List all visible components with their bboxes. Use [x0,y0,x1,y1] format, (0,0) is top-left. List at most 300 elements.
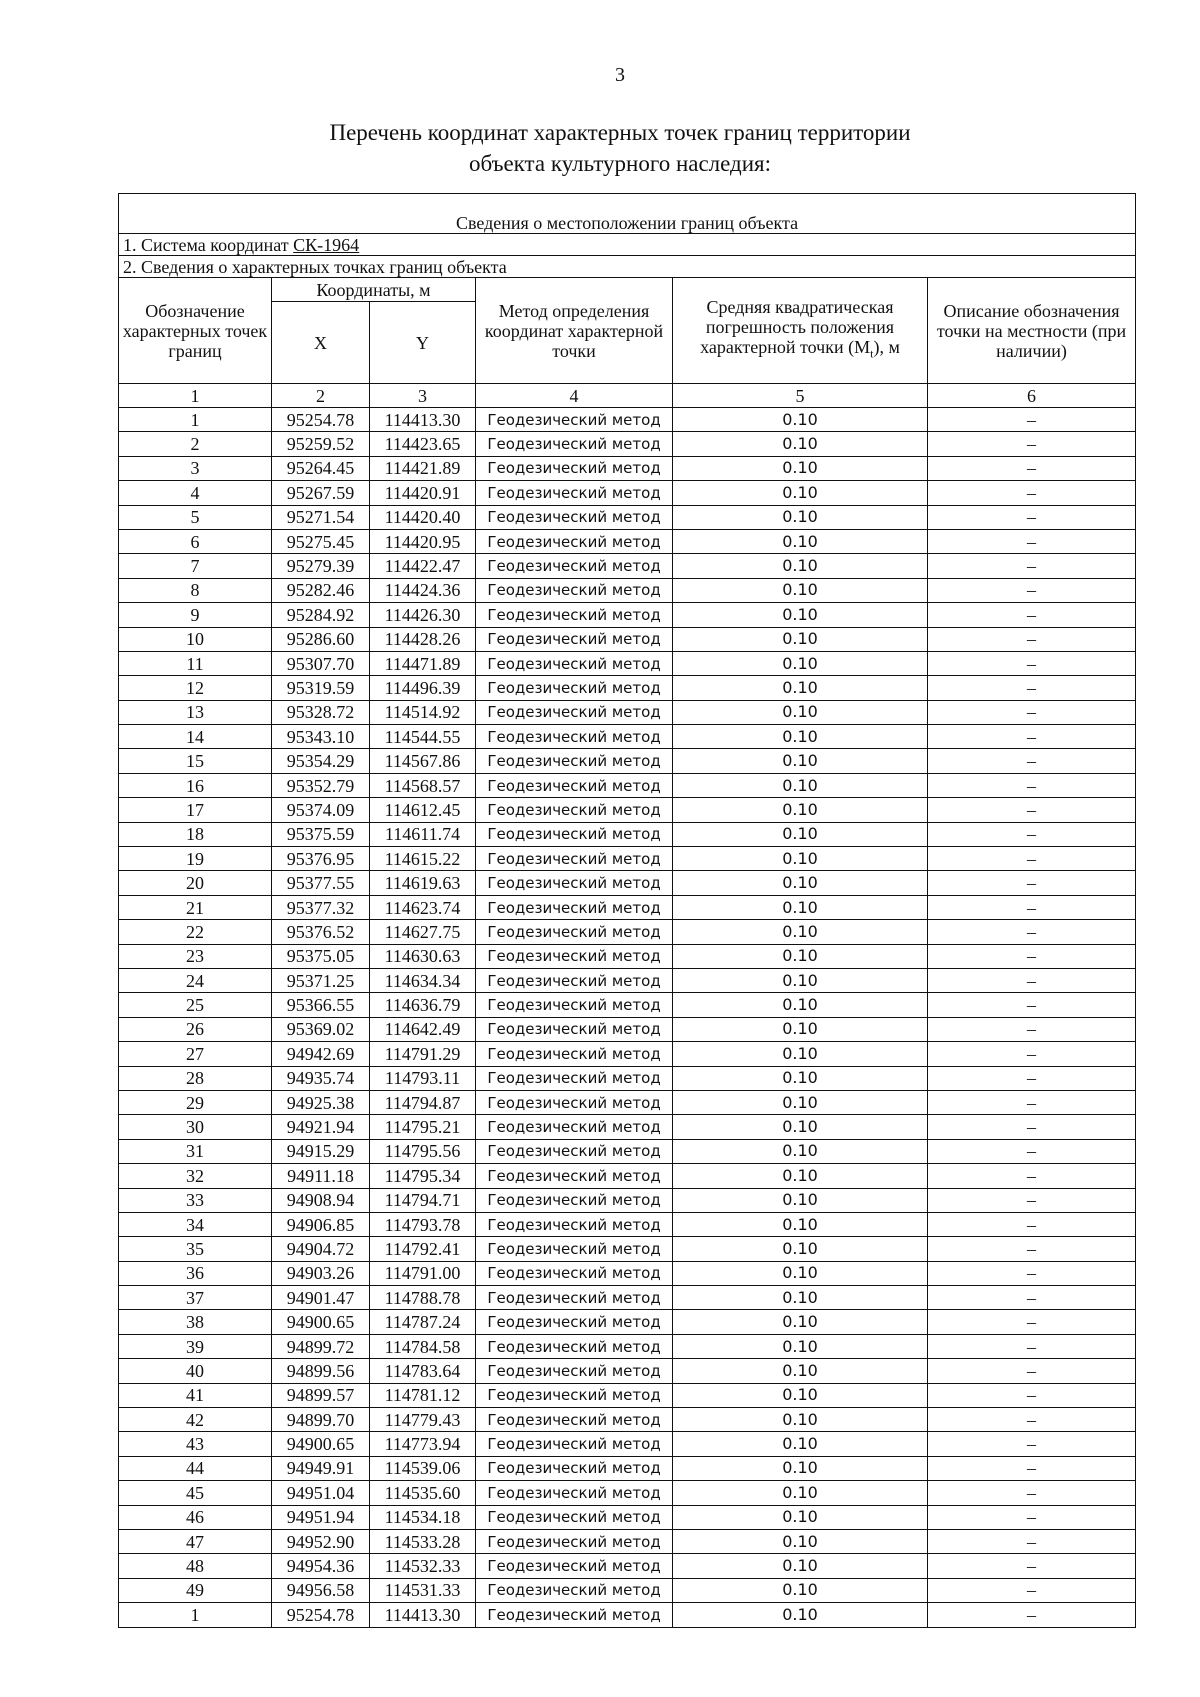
table-row [119,529,1136,553]
coord-y: 114791.29 [370,1042,476,1066]
coord-x: 95376.95 [272,847,370,871]
point-number: 19 [119,847,272,871]
title-line-2: объекта культурного наследия: [468,151,772,176]
method: Геодезический метод [476,1286,673,1310]
method: Геодезический метод [476,578,673,602]
coord-x: 95279.39 [272,554,370,578]
description: – [928,676,1136,700]
coord-y: 114787.24 [370,1310,476,1334]
point-number: 14 [119,725,272,749]
coord-x: 95376.52 [272,920,370,944]
method: Геодезический метод [476,993,673,1017]
error-value: 0.10 [673,749,928,773]
table-row [119,1286,1136,1310]
method: Геодезический метод [476,676,673,700]
table-row [119,749,1136,773]
table-row [119,651,1136,675]
coord-y: 114779.43 [370,1408,476,1432]
point-number: 25 [119,993,272,1017]
table-row [119,1090,1136,1114]
coord-y: 114795.56 [370,1139,476,1163]
table-row [119,1237,1136,1261]
error-value: 0.10 [673,847,928,871]
coord-y: 114420.40 [370,505,476,529]
coord-y: 114568.57 [370,773,476,797]
point-number: 17 [119,798,272,822]
table-row [119,895,1136,919]
point-number: 21 [119,895,272,919]
description: – [928,1188,1136,1212]
error-value: 0.10 [673,822,928,846]
error-value: 0.10 [673,993,928,1017]
method: Геодезический метод [476,1164,673,1188]
table-row [119,1261,1136,1285]
table-row [119,847,1136,871]
table-row [119,1017,1136,1041]
section-2-heading: 2. Сведения о характерных точках границ объекта [119,256,1136,278]
description: – [928,1261,1136,1285]
coordinates-table [118,193,1136,1628]
coord-x: 95282.46 [272,578,370,602]
method: Геодезический метод [476,1432,673,1456]
coord-x: 94899.57 [272,1383,370,1407]
description: – [928,432,1136,456]
coord-x: 95371.25 [272,968,370,992]
description: – [928,725,1136,749]
table-row [119,1554,1136,1578]
description: – [928,871,1136,895]
coord-y: 114794.87 [370,1090,476,1114]
description: – [928,1456,1136,1480]
point-number: 26 [119,1017,272,1041]
coord-y: 114794.71 [370,1188,476,1212]
page-title [0,117,1200,179]
method: Геодезический метод [476,1408,673,1432]
description: – [928,627,1136,651]
coord-x: 95264.45 [272,456,370,480]
description: – [928,1603,1136,1627]
header-point: Обозначение характерных точек границ [119,278,272,384]
error-value: 0.10 [673,1237,928,1261]
coord-x: 94949.91 [272,1456,370,1480]
error-value: 0.10 [673,1139,928,1163]
table-row [119,1139,1136,1163]
error-value: 0.10 [673,456,928,480]
coord-x: 95319.59 [272,676,370,700]
coord-y: 114496.39 [370,676,476,700]
point-number: 30 [119,1115,272,1139]
point-number: 9 [119,603,272,627]
table-row [119,993,1136,1017]
description: – [928,1115,1136,1139]
description: – [928,1432,1136,1456]
point-number: 5 [119,505,272,529]
error-value: 0.10 [673,1408,928,1432]
description: – [928,603,1136,627]
description: – [928,1164,1136,1188]
coord-y: 114535.60 [370,1481,476,1505]
method: Геодезический метод [476,1529,673,1553]
table-row [119,505,1136,529]
table-row [119,725,1136,749]
error-value: 0.10 [673,627,928,651]
col-number: 2 [272,384,370,408]
table-row [119,456,1136,480]
description: – [928,1066,1136,1090]
method: Геодезический метод [476,1334,673,1358]
error-value: 0.10 [673,1554,928,1578]
coord-y: 114793.78 [370,1212,476,1236]
point-number: 32 [119,1164,272,1188]
point-number: 27 [119,1042,272,1066]
description: – [928,1554,1136,1578]
point-number: 18 [119,822,272,846]
coord-y: 114795.34 [370,1164,476,1188]
method: Геодезический метод [476,651,673,675]
coord-x: 95254.78 [272,408,370,432]
method: Геодезический метод [476,773,673,797]
description: – [928,968,1136,992]
description: – [928,505,1136,529]
point-number: 10 [119,627,272,651]
error-value: 0.10 [673,408,928,432]
method: Геодезический метод [476,1066,673,1090]
table-row [119,1359,1136,1383]
point-number: 3 [119,456,272,480]
coord-y: 114791.00 [370,1261,476,1285]
coord-y: 114627.75 [370,920,476,944]
coord-x: 94921.94 [272,1115,370,1139]
table-row [119,968,1136,992]
error-value: 0.10 [673,920,928,944]
error-value: 0.10 [673,798,928,822]
error-value: 0.10 [673,651,928,675]
table-row [119,920,1136,944]
method: Геодезический метод [476,505,673,529]
table-row [119,603,1136,627]
point-number: 1 [119,1603,272,1627]
coord-y: 114420.91 [370,481,476,505]
error-value: 0.10 [673,1017,928,1041]
method: Геодезический метод [476,1383,673,1407]
header-coords: Координаты, м [272,278,476,302]
table-row [119,1310,1136,1334]
error-value: 0.10 [673,578,928,602]
method: Геодезический метод [476,1090,673,1114]
error-value: 0.10 [673,700,928,724]
coord-x: 95352.79 [272,773,370,797]
coord-x: 95286.60 [272,627,370,651]
coordinate-system-row [119,234,1136,256]
method: Геодезический метод [476,1603,673,1627]
coord-y: 114413.30 [370,1603,476,1627]
point-number: 2 [119,432,272,456]
coord-y: 114642.49 [370,1017,476,1041]
coord-y: 114544.55 [370,725,476,749]
description: – [928,920,1136,944]
description: – [928,847,1136,871]
coord-y: 114630.63 [370,944,476,968]
point-number: 12 [119,676,272,700]
description: – [928,1383,1136,1407]
description: – [928,1017,1136,1041]
coord-x: 95284.92 [272,603,370,627]
coord-y: 114539.06 [370,1456,476,1480]
coord-x: 94899.56 [272,1359,370,1383]
point-number: 49 [119,1578,272,1602]
table-row [119,481,1136,505]
coord-x: 94954.36 [272,1554,370,1578]
error-value: 0.10 [673,1505,928,1529]
table-row [119,408,1136,432]
error-value: 0.10 [673,871,928,895]
method: Геодезический метод [476,456,673,480]
coord-x: 94915.29 [272,1139,370,1163]
coord-y: 114634.34 [370,968,476,992]
method: Геодезический метод [476,1188,673,1212]
header-description: Описание обозначения точки на местности (при наличии) [928,278,1136,384]
method: Геодезический метод [476,871,673,895]
method: Геодезический метод [476,408,673,432]
coord-y: 114792.41 [370,1237,476,1261]
coord-x: 95259.52 [272,432,370,456]
coord-x: 94904.72 [272,1237,370,1261]
point-number: 46 [119,1505,272,1529]
coord-y: 114531.33 [370,1578,476,1602]
description: – [928,1505,1136,1529]
error-value: 0.10 [673,1164,928,1188]
coord-y: 114514.92 [370,700,476,724]
table-row [119,1164,1136,1188]
description: – [928,993,1136,1017]
coord-y: 114421.89 [370,456,476,480]
title-line-1: Перечень координат характерных точек границ территории [329,120,911,145]
error-value: 0.10 [673,725,928,749]
error-value: 0.10 [673,529,928,553]
point-number: 37 [119,1286,272,1310]
error-value: 0.10 [673,944,928,968]
description: – [928,456,1136,480]
method: Геодезический метод [476,1456,673,1480]
coord-y: 114424.36 [370,578,476,602]
coord-y: 114422.47 [370,554,476,578]
table-row [119,1505,1136,1529]
point-number: 35 [119,1237,272,1261]
table-row [119,1212,1136,1236]
coord-y: 114428.26 [370,627,476,651]
page-number: 3 [615,64,625,86]
error-value: 0.10 [673,1529,928,1553]
coord-y: 114612.45 [370,798,476,822]
error-value: 0.10 [673,1090,928,1114]
description: – [928,408,1136,432]
point-number: 15 [119,749,272,773]
error-value: 0.10 [673,1432,928,1456]
point-number: 47 [119,1529,272,1553]
coord-x: 95307.70 [272,651,370,675]
coord-x: 94951.94 [272,1505,370,1529]
error-value: 0.10 [673,1115,928,1139]
point-number: 22 [119,920,272,944]
method: Геодезический метод [476,1115,673,1139]
header-method: Метод определения координат характерной точки [476,278,673,384]
method: Геодезический метод [476,700,673,724]
point-number: 4 [119,481,272,505]
point-number: 1 [119,408,272,432]
coord-y: 114532.33 [370,1554,476,1578]
point-number: 20 [119,871,272,895]
table-row [119,773,1136,797]
table-row [119,1578,1136,1602]
error-value: 0.10 [673,1456,928,1480]
coord-x: 94925.38 [272,1090,370,1114]
table-row [119,1432,1136,1456]
coord-x: 94956.58 [272,1578,370,1602]
method: Геодезический метод [476,1481,673,1505]
coord-y: 114781.12 [370,1383,476,1407]
coord-x: 94900.65 [272,1310,370,1334]
coord-y: 114773.94 [370,1432,476,1456]
coord-y: 114788.78 [370,1286,476,1310]
error-value: 0.10 [673,968,928,992]
error-value: 0.10 [673,1286,928,1310]
method: Геодезический метод [476,822,673,846]
description: – [928,1481,1136,1505]
table-row [119,1066,1136,1090]
method: Геодезический метод [476,1237,673,1261]
error-value: 0.10 [673,1212,928,1236]
description: – [928,651,1136,675]
table-row [119,1334,1136,1358]
table-row [119,1456,1136,1480]
point-number: 23 [119,944,272,968]
method: Геодезический метод [476,1505,673,1529]
description: – [928,798,1136,822]
method: Геодезический метод [476,627,673,651]
error-value: 0.10 [673,676,928,700]
coord-x: 95328.72 [272,700,370,724]
table-row [119,822,1136,846]
point-number: 40 [119,1359,272,1383]
table-row [119,1529,1136,1553]
coord-x: 95275.45 [272,529,370,553]
point-number: 33 [119,1188,272,1212]
error-value: 0.10 [673,1261,928,1285]
method: Геодезический метод [476,944,673,968]
point-number: 16 [119,773,272,797]
table-row [119,627,1136,651]
error-value: 0.10 [673,1481,928,1505]
coord-x: 95343.10 [272,725,370,749]
description: – [928,1578,1136,1602]
description: – [928,1529,1136,1553]
point-number: 7 [119,554,272,578]
coord-x: 94952.90 [272,1529,370,1553]
method: Геодезический метод [476,1042,673,1066]
column-number-row [119,384,1136,408]
coord-x: 95366.55 [272,993,370,1017]
table-row [119,1481,1136,1505]
coord-y: 114420.95 [370,529,476,553]
method: Геодезический метод [476,798,673,822]
method: Геодезический метод [476,1212,673,1236]
coord-y: 114413.30 [370,408,476,432]
coord-y: 114795.21 [370,1115,476,1139]
coord-x: 95354.29 [272,749,370,773]
description: – [928,578,1136,602]
header-x: X [272,302,370,384]
error-value: 0.10 [673,1383,928,1407]
coord-x: 94942.69 [272,1042,370,1066]
error-value: 0.10 [673,1578,928,1602]
error-value: 0.10 [673,1188,928,1212]
coord-y: 114636.79 [370,993,476,1017]
coord-x: 95375.59 [272,822,370,846]
table-row [119,871,1136,895]
error-value: 0.10 [673,603,928,627]
error-value: 0.10 [673,1310,928,1334]
point-number: 44 [119,1456,272,1480]
method: Геодезический метод [476,1359,673,1383]
description: – [928,1090,1136,1114]
table-row [119,1115,1136,1139]
coord-x: 95377.55 [272,871,370,895]
point-number: 34 [119,1212,272,1236]
coord-y: 114611.74 [370,822,476,846]
col-number: 3 [370,384,476,408]
method: Геодезический метод [476,529,673,553]
description: – [928,1286,1136,1310]
coord-x: 95254.78 [272,1603,370,1627]
coord-y: 114534.18 [370,1505,476,1529]
description: – [928,700,1136,724]
coord-y: 114567.86 [370,749,476,773]
point-number: 24 [119,968,272,992]
method: Геодезический метод [476,1261,673,1285]
method: Геодезический метод [476,725,673,749]
point-number: 41 [119,1383,272,1407]
table-row [119,1188,1136,1212]
description: – [928,1139,1136,1163]
table-row [119,1042,1136,1066]
table-caption: Сведения о местоположении границ объекта [119,194,1136,234]
method: Геодезический метод [476,1310,673,1334]
point-number: 48 [119,1554,272,1578]
table-row [119,676,1136,700]
coord-y: 114784.58 [370,1334,476,1358]
description: – [928,944,1136,968]
table-row [119,1603,1136,1627]
header-y: Y [370,302,476,384]
point-number: 45 [119,1481,272,1505]
description: – [928,481,1136,505]
coord-y: 114623.74 [370,895,476,919]
coord-x: 95377.32 [272,895,370,919]
coord-x: 94901.47 [272,1286,370,1310]
point-number: 42 [119,1408,272,1432]
coord-x: 94899.72 [272,1334,370,1358]
table-row [119,554,1136,578]
description: – [928,822,1136,846]
coord-x: 94911.18 [272,1164,370,1188]
table-row [119,578,1136,602]
point-number: 8 [119,578,272,602]
description: – [928,1212,1136,1236]
coord-y: 114471.89 [370,651,476,675]
method: Геодезический метод [476,1578,673,1602]
point-number: 36 [119,1261,272,1285]
error-value: 0.10 [673,1359,928,1383]
